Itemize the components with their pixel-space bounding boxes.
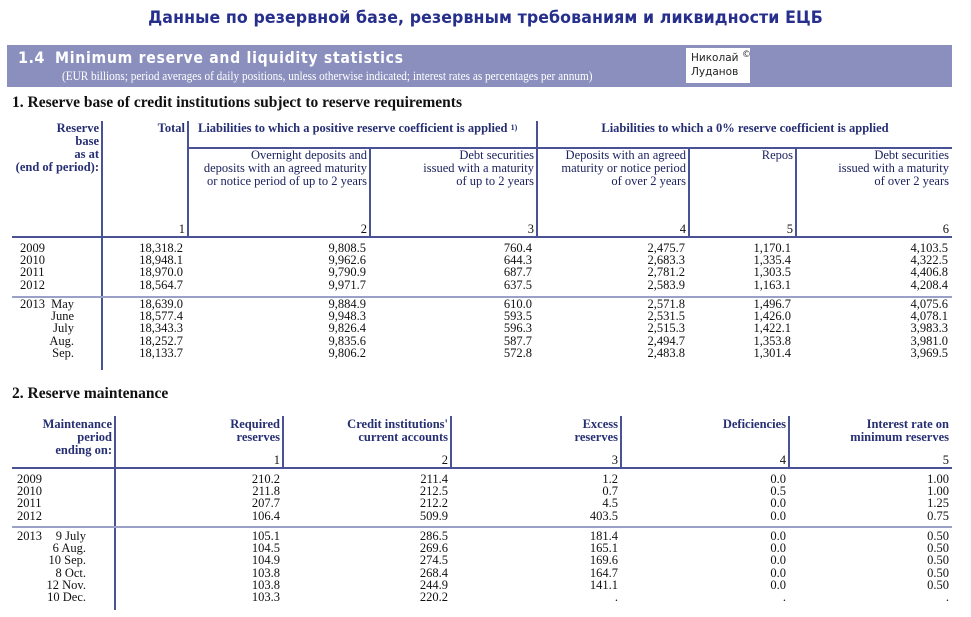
table-cell: 2,683.3 bbox=[647, 253, 685, 268]
table-cell: 18,970.0 bbox=[139, 265, 183, 280]
table-cell: 104.9 bbox=[251, 553, 280, 568]
table-cell: 9,806.2 bbox=[328, 345, 366, 360]
row-period: 10 Sep. bbox=[48, 553, 86, 568]
table-cell: 18,639.0 bbox=[139, 297, 183, 311]
t1-col-number: 2 bbox=[360, 222, 367, 236]
table-cell: 9,962.6 bbox=[328, 253, 366, 268]
table-cell: 9,808.5 bbox=[328, 241, 366, 255]
row-period: Aug. bbox=[49, 333, 74, 348]
table-cell: 0.5 bbox=[770, 484, 786, 499]
table-cell: 587.7 bbox=[503, 333, 532, 348]
table-cell: 212.5 bbox=[419, 484, 448, 499]
table-cell: 18,577.4 bbox=[139, 309, 183, 324]
copyright-mark: © bbox=[742, 50, 751, 60]
table-cell: 18,564.7 bbox=[139, 277, 183, 292]
table-cell: 1,422.1 bbox=[753, 321, 791, 336]
t1-col3-label: Debt securities issued with a maturity of up to 2 years bbox=[423, 148, 534, 188]
row-year: 2013 bbox=[17, 529, 42, 543]
t1-col6-label: Debt securities issued with a maturity of over 2 years bbox=[838, 148, 949, 188]
table-cell: 104.5 bbox=[251, 541, 280, 556]
t2-col-number: 4 bbox=[779, 453, 786, 467]
t1-col-number: 3 bbox=[527, 222, 534, 236]
table-cell: 9,948.3 bbox=[328, 309, 366, 324]
t2-col4-label: Deficiencies bbox=[722, 417, 786, 431]
table-cell: 18,343.3 bbox=[139, 321, 183, 336]
t2-row-header: Maintenance period ending on: bbox=[42, 417, 112, 457]
table-cell: 3,969.5 bbox=[910, 345, 948, 360]
table-cell: 1,163.1 bbox=[753, 277, 791, 292]
table-cell: 637.5 bbox=[503, 277, 532, 292]
t1-divider bbox=[369, 147, 371, 237]
author-watermark bbox=[686, 48, 750, 83]
table-cell: 2,531.5 bbox=[647, 309, 685, 324]
t2-col5-label: Interest rate on minimum reserves bbox=[850, 417, 949, 444]
table-cell: 1,170.1 bbox=[753, 241, 791, 255]
row-period: 8 Oct. bbox=[55, 565, 86, 580]
t1-divider bbox=[536, 121, 538, 237]
table-cell: 268.4 bbox=[419, 565, 448, 580]
table-cell: 760.4 bbox=[503, 241, 532, 255]
author-last-name: Луданов bbox=[691, 66, 739, 78]
table-cell: 211.8 bbox=[252, 484, 280, 499]
table-cell: 244.9 bbox=[419, 577, 448, 592]
table-cell: 0.0 bbox=[770, 496, 786, 511]
table-cell: 0.0 bbox=[770, 541, 786, 556]
t2-col3-label: Excess reserves bbox=[574, 417, 618, 444]
table-cell: . bbox=[782, 590, 786, 604]
table-cell: 9,826.4 bbox=[328, 321, 366, 336]
table-cell: 1,496.7 bbox=[753, 297, 791, 311]
section-subtitle: (EUR billions; period averages of daily positions, unless otherwise indicated; interest rates as percentages per annum) bbox=[62, 69, 593, 83]
row-period: 2009 bbox=[17, 472, 42, 486]
table-cell: 211.4 bbox=[420, 472, 448, 486]
table-cell: . bbox=[945, 590, 949, 604]
table-cell: 4.5 bbox=[602, 496, 618, 511]
row-period: 2012 bbox=[17, 508, 42, 523]
table-cell: 9,971.7 bbox=[328, 277, 366, 292]
table-cell: . bbox=[614, 590, 618, 604]
table-cell: 9,835.6 bbox=[328, 333, 366, 348]
table-cell: 141.1 bbox=[589, 577, 618, 592]
t2-col-number: 3 bbox=[611, 453, 618, 467]
table-cell: 0.50 bbox=[927, 565, 949, 580]
t1-group-zero: Liabilities to which a 0% reserve coefficient is applied bbox=[601, 121, 889, 135]
row-period: 2009 bbox=[20, 241, 45, 255]
row-period: 9 July bbox=[55, 529, 86, 543]
t2-col1-label: Required reserves bbox=[230, 417, 280, 444]
table-cell: 1,335.4 bbox=[753, 253, 791, 268]
t1-col4-label: Deposits with an agreed maturity or notice period of over 2 years bbox=[561, 148, 686, 188]
table-cell: 0.0 bbox=[770, 553, 786, 568]
table-cell: 0.0 bbox=[770, 529, 786, 543]
table-cell: 596.3 bbox=[503, 321, 532, 336]
table-cell: 403.5 bbox=[589, 508, 618, 523]
row-period: June bbox=[51, 309, 74, 324]
table-cell: 0.50 bbox=[927, 541, 949, 556]
table-cell: 687.7 bbox=[503, 265, 532, 280]
table-cell: 572.8 bbox=[503, 345, 532, 360]
t2-section-rule bbox=[12, 526, 952, 528]
table-cell: 0.75 bbox=[927, 508, 949, 523]
table-cell: 2,494.7 bbox=[647, 333, 685, 348]
table-cell: 2,571.8 bbox=[647, 297, 685, 311]
t1-col-number: 1 bbox=[178, 222, 185, 236]
table-cell: 4,208.4 bbox=[910, 277, 948, 292]
table-cell: 509.9 bbox=[419, 508, 448, 523]
t1-group-positive: Liabilities to which a positive reserve coefficient is applied $^{1)}$ bbox=[198, 121, 518, 135]
table-cell: 181.4 bbox=[589, 529, 618, 543]
table-cell: 18,252.7 bbox=[139, 333, 183, 348]
row-period: 10 Dec. bbox=[47, 590, 86, 604]
table-cell: 2,515.3 bbox=[647, 321, 685, 336]
t2-col-number: 5 bbox=[942, 453, 949, 467]
row-period: 2011 bbox=[17, 496, 42, 511]
t2-col2-label: Credit institutions' current accounts bbox=[347, 417, 448, 444]
section-title: Minimum reserve and liquidity statistics bbox=[55, 48, 404, 67]
table-cell: 4,322.5 bbox=[910, 253, 948, 268]
t1-col5-label: Repos bbox=[761, 148, 793, 162]
t1-row-header: Reserve base as at (end of period): bbox=[15, 121, 99, 174]
row-year: 2013 bbox=[20, 297, 45, 311]
table-cell: 286.5 bbox=[419, 529, 448, 543]
table-cell: 220.2 bbox=[419, 590, 448, 604]
table-cell: 210.2 bbox=[251, 472, 280, 486]
t1-col-number: 5 bbox=[786, 222, 793, 236]
table-cell: 644.3 bbox=[503, 253, 532, 268]
t2-col-number: 1 bbox=[273, 453, 280, 467]
row-period: 2010 bbox=[17, 484, 42, 499]
table-cell: 269.6 bbox=[419, 541, 448, 556]
table-cell: 0.50 bbox=[927, 529, 949, 543]
table-cell: 1,301.4 bbox=[753, 345, 791, 360]
table-cell: 1,303.5 bbox=[753, 265, 791, 280]
table-cell: 2,483.8 bbox=[647, 345, 685, 360]
row-period: 2010 bbox=[20, 253, 45, 268]
table-cell: 4,406.8 bbox=[910, 265, 948, 280]
table-cell: 106.4 bbox=[251, 508, 280, 523]
table-cell: 4,075.6 bbox=[910, 297, 948, 311]
table-cell: 9,790.9 bbox=[328, 265, 366, 280]
table-cell: 0.0 bbox=[770, 508, 786, 523]
table-cell: 18,948.1 bbox=[139, 253, 183, 268]
table-cell: 0.50 bbox=[927, 553, 949, 568]
table-cell: 0.0 bbox=[770, 565, 786, 580]
table-cell: 169.6 bbox=[589, 553, 618, 568]
section-number: 1.4 bbox=[18, 48, 45, 67]
t1-col-number: 4 bbox=[679, 222, 686, 236]
table-cell: 4,103.5 bbox=[910, 241, 948, 255]
footnote-marker: 1) bbox=[510, 123, 518, 132]
table-cell: 2,583.9 bbox=[647, 277, 685, 292]
table-cell: 3,983.3 bbox=[910, 321, 948, 336]
table-cell: 1.00 bbox=[927, 484, 949, 499]
table-cell: 0.7 bbox=[602, 484, 618, 499]
table-cell: 164.7 bbox=[589, 565, 618, 580]
row-period: Sep. bbox=[52, 345, 74, 360]
table1-title: 1. Reserve base of credit institutions subject to reserve requirements bbox=[12, 94, 462, 111]
table-cell: 103.8 bbox=[251, 577, 280, 592]
table-cell: 105.1 bbox=[251, 529, 280, 543]
t1-divider bbox=[187, 121, 189, 237]
table-cell: 1.00 bbox=[927, 472, 949, 486]
table-cell: 212.2 bbox=[419, 496, 448, 511]
table-cell: 1,353.8 bbox=[753, 333, 791, 348]
section-banner bbox=[7, 45, 952, 87]
table-cell: 9,884.9 bbox=[328, 297, 366, 311]
table-cell: 2,475.7 bbox=[647, 241, 685, 255]
t1-divider bbox=[795, 147, 797, 237]
t1-col2-label: Overnight deposits and deposits with an agreed maturity or notice period of up to 2 years bbox=[203, 148, 367, 188]
t1-total-header: Total bbox=[157, 121, 185, 135]
table-cell: 0.0 bbox=[770, 577, 786, 592]
t1-col-number: 6 bbox=[942, 222, 949, 236]
table-cell: 18,133.7 bbox=[139, 345, 183, 360]
table-cell: 207.7 bbox=[251, 496, 280, 511]
table-cell: 2,781.2 bbox=[647, 265, 685, 280]
table-cell: 610.0 bbox=[503, 297, 532, 311]
table-cell: 103.3 bbox=[251, 590, 280, 604]
row-period: July bbox=[53, 321, 74, 336]
table-cell: 274.5 bbox=[419, 553, 448, 568]
table-cell: 3,981.0 bbox=[910, 333, 948, 348]
table-cell: 1,426.0 bbox=[753, 309, 791, 324]
row-period: May bbox=[51, 297, 74, 311]
table2-title: 2. Reserve maintenance bbox=[12, 385, 169, 402]
table-cell: 4,078.1 bbox=[910, 309, 948, 324]
row-period: 12 Nov. bbox=[46, 577, 86, 592]
table-cell: 18,318.2 bbox=[139, 241, 183, 255]
table-cell: 593.5 bbox=[503, 309, 532, 324]
t2-col-number: 2 bbox=[441, 453, 448, 467]
table-cell: 1.25 bbox=[927, 496, 949, 511]
table-cell: 0.50 bbox=[927, 577, 949, 592]
table-cell: 1.2 bbox=[602, 472, 618, 486]
row-period: 6 Aug. bbox=[52, 541, 86, 556]
table-cell: 103.8 bbox=[251, 565, 280, 580]
table-cell: 0.0 bbox=[770, 472, 786, 486]
page-title: Данные по резервной базе, резервным требованиям и ликвидности ЕЦБ bbox=[148, 8, 823, 28]
row-period: 2012 bbox=[20, 277, 45, 292]
author-first-name: Николай bbox=[691, 52, 739, 64]
table-cell: 165.1 bbox=[589, 541, 618, 556]
row-period: 2011 bbox=[20, 265, 45, 280]
